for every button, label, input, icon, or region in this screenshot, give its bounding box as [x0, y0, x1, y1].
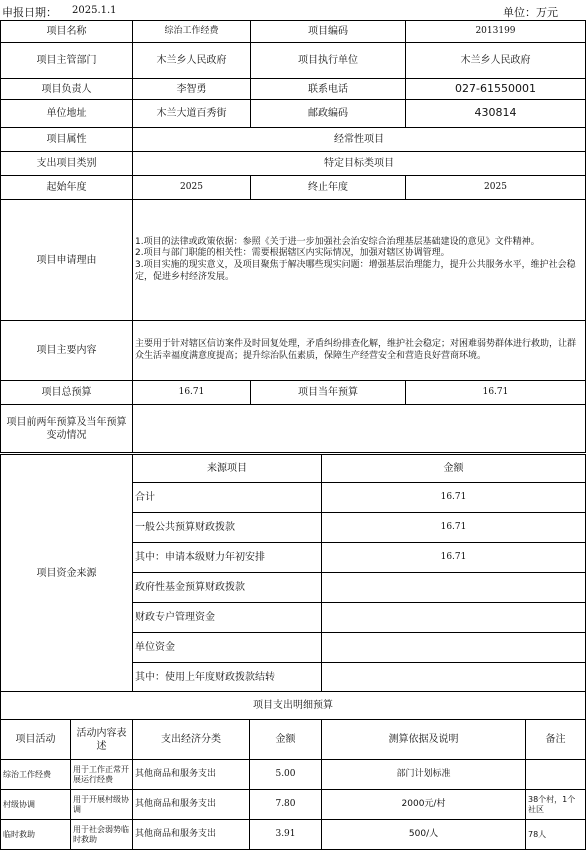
funding-row-amount	[322, 603, 586, 633]
funding-row-amount	[322, 633, 586, 663]
zip-value: 430814	[406, 100, 586, 128]
detail-amount: 3.91	[250, 820, 322, 850]
project-name-label: 项目名称	[1, 21, 133, 43]
detail-header: 备注	[526, 720, 586, 760]
funding-source-label: 项目资金来源	[1, 455, 133, 692]
amount-column-header: 金额	[322, 455, 586, 483]
table-row	[1, 760, 586, 790]
project-code: 2013199	[406, 21, 586, 43]
detail-econ-class: 其他商品和服务支出	[133, 790, 250, 820]
total-budget: 16.71	[133, 381, 251, 405]
detail-econ-class: 其他商品和服务支出	[133, 760, 250, 790]
exec-label: 项目执行单位	[251, 43, 406, 79]
total-budget-label: 项目总预算	[1, 381, 133, 405]
reason-label: 项目申请理由	[1, 200, 133, 321]
table-row	[1, 820, 586, 850]
detail-note: 38个村，1个社区	[526, 790, 586, 820]
detail-header: 项目活动	[1, 720, 71, 760]
table-row	[1, 790, 586, 820]
reason-text: 1.项目的法律或政策依据：参照《关于进一步加强社会治安综合治理基层基础建设的意见》文件精神。 2.项目与部门职能的相关性：需要根据辖区内实际情况，加强对辖区协调管理。 3.项目实施的现实意义，及项目聚焦于解决哪些现实问题：增强基层治理能力，提升公共服务水平，维护社会稳定，促进乡村经济发展。	[133, 200, 586, 321]
budget-change-value	[133, 405, 586, 453]
source-column-header: 来源项目	[133, 455, 322, 483]
project-info-table	[0, 20, 586, 453]
current-budget: 16.71	[406, 381, 586, 405]
funding-row-amount: 16.71	[322, 513, 586, 543]
unit-label: 单位：万元	[503, 6, 558, 19]
detail-activity: 临时救助	[1, 820, 71, 850]
project-code-label: 项目编码	[251, 21, 406, 43]
funding-row-name: 其中：申请本级财力年初安排	[133, 543, 322, 573]
detail-description: 用于工作正常开展运行经费	[71, 760, 133, 790]
detail-description: 用于社会弱势临时救助	[71, 820, 133, 850]
detail-note	[526, 760, 586, 790]
start-year: 2025	[133, 176, 251, 200]
content-label: 项目主要内容	[1, 321, 133, 381]
funding-row-name: 单位资金	[133, 633, 322, 663]
detail-econ-class: 其他商品和服务支出	[133, 820, 250, 850]
funding-row-name: 其中：使用上年度财政拨款结转	[133, 663, 322, 692]
detail-activity: 村级协调	[1, 790, 71, 820]
attr-label: 项目属性	[1, 128, 133, 152]
address-value: 木兰大道百秀街	[133, 100, 251, 128]
dept-value: 木兰乡人民政府	[133, 43, 251, 79]
funding-row-amount	[322, 573, 586, 603]
attr-value: 经常性项目	[133, 128, 586, 152]
project-name: 综治工作经费	[133, 21, 251, 43]
budget-change-label: 项目前两年预算及当年预算变动情况	[1, 405, 133, 453]
funding-row-name: 一般公共预算财政拨款	[133, 513, 322, 543]
address-label: 单位地址	[1, 100, 133, 128]
leader-value: 李智勇	[133, 79, 251, 100]
category-value: 特定目标类项目	[133, 152, 586, 176]
current-budget-label: 项目当年预算	[251, 381, 406, 405]
detail-title: 项目支出明细预算	[1, 692, 586, 720]
detail-header: 测算依据及说明	[322, 720, 526, 760]
phone-value: 027-61550001	[406, 79, 586, 100]
funding-row-name: 财政专户管理资金	[133, 603, 322, 633]
detail-activity: 综治工作经费	[1, 760, 71, 790]
dept-label: 项目主管部门	[1, 43, 133, 79]
detail-basis: 500/人	[322, 820, 526, 850]
start-year-label: 起始年度	[1, 176, 133, 200]
detail-basis: 2000元/村	[322, 790, 526, 820]
detail-amount: 7.80	[250, 790, 322, 820]
end-year: 2025	[406, 176, 586, 200]
funding-source-table	[0, 454, 586, 692]
detail-amount: 5.00	[250, 760, 322, 790]
end-year-label: 终止年度	[251, 176, 406, 200]
report-header	[0, 0, 586, 20]
category-label: 支出项目类别	[1, 152, 133, 176]
funding-row-name: 合计	[133, 483, 322, 513]
exec-value: 木兰乡人民政府	[406, 43, 586, 79]
date-label: 申报日期：	[2, 6, 57, 19]
detail-note: 78人	[526, 820, 586, 850]
funding-row-amount	[322, 663, 586, 692]
zip-label: 邮政编码	[251, 100, 406, 128]
detail-description: 用于开展村级协调	[71, 790, 133, 820]
expense-detail-table	[0, 691, 586, 850]
funding-row-amount: 16.71	[322, 483, 586, 513]
detail-header: 金额	[250, 720, 322, 760]
funding-row-amount: 16.71	[322, 543, 586, 573]
report-date: 2025.1.1	[72, 5, 117, 16]
detail-header: 支出经济分类	[133, 720, 250, 760]
funding-row-name: 政府性基金预算财政拨款	[133, 573, 322, 603]
leader-label: 项目负责人	[1, 79, 133, 100]
detail-header: 活动内容表述	[71, 720, 133, 760]
content-text: 主要用于针对辖区信访案件及时回复处理，矛盾纠纷排查化解，维护社会稳定；对困难弱势群体进行救助，让群众生活幸福度满意度提高；提升综治队伍素质，保障生产经营安全和营造良好营商环境。	[133, 321, 586, 381]
phone-label: 联系电话	[251, 79, 406, 100]
detail-basis: 部门计划标准	[322, 760, 526, 790]
